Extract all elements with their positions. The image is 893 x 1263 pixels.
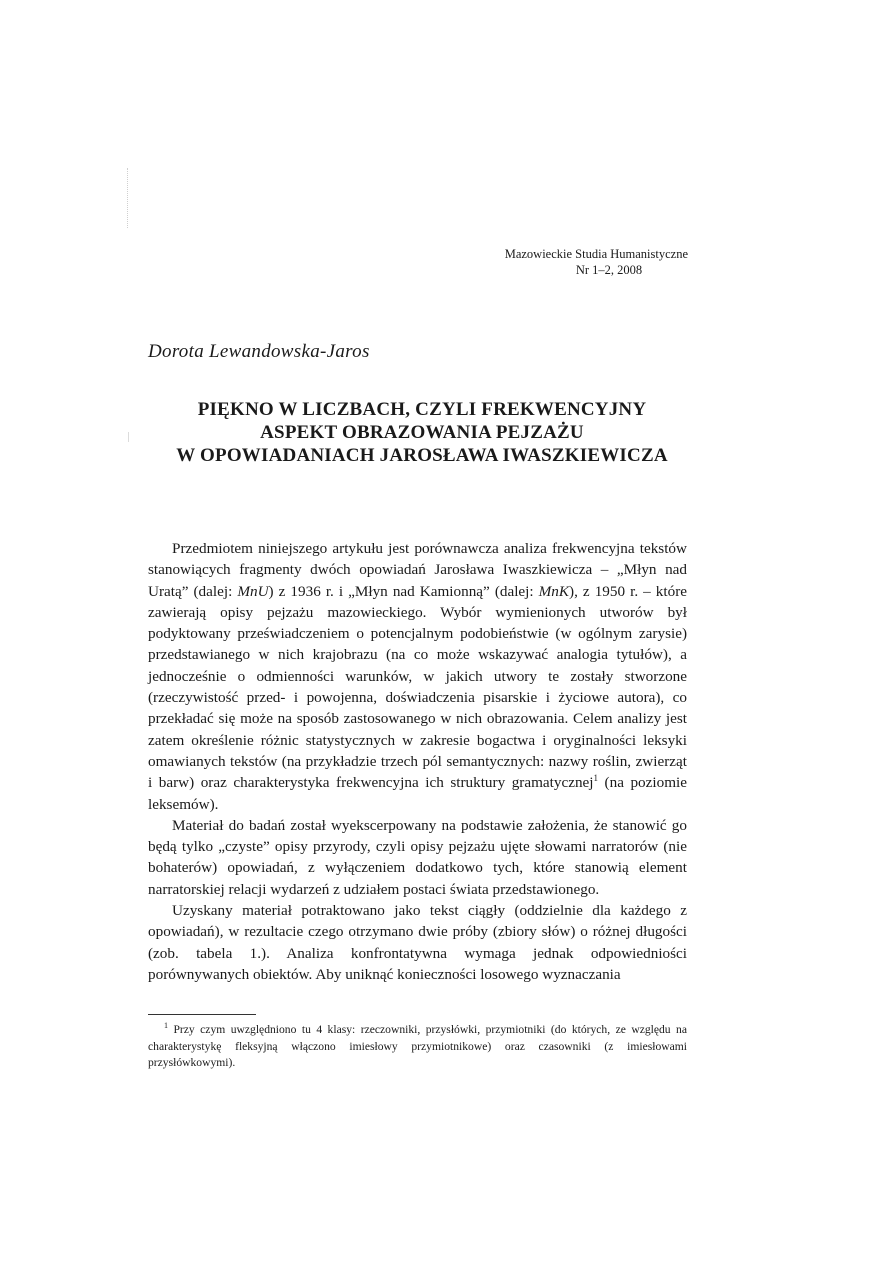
title-line-3: W OPOWIADANIACH JAROSŁAWA IWASZKIEWICZA xyxy=(176,445,668,466)
footnote-text: Przy czym uwzględniono tu 4 klasy: rzeczowniki, przysłówki, przymiotniki (do których, ze względu na charakterystykę fleksyjną włączono imiesłowy przymiotnikowe) oraz czasowniki (z imiesłowami przysłówkowymi). xyxy=(148,1023,687,1069)
article-body xyxy=(148,538,687,985)
footnote-separator xyxy=(148,1014,256,1015)
journal-name: Mazowieckie Studia Humanistyczne xyxy=(504,247,688,261)
author-name: Dorota Lewandowska-Jaros xyxy=(148,341,370,362)
title-line-1: PIĘKNO W LICZBACH, CZYLI FREKWENCYJNY xyxy=(197,399,647,420)
paragraph-2: Materiał do badań został wyekscerpowany na podstawie założenia, że stanowić go będą tylko „czyste” opisy przyrody, czyli opisy pejzażu ujęte słowami narratorów (nie bohaterów) opowiadań, z wyłączeniem dodatkowo tych, które stanowią element narratorskiej relacji wydarzeń z udziałem postaci świata przedstawionego. xyxy=(148,816,687,898)
scan-margin-mark xyxy=(128,432,129,442)
footnote-mark: 1 xyxy=(164,1021,168,1031)
scan-margin-mark xyxy=(127,168,130,228)
article-title xyxy=(148,398,696,467)
text-run: ), z 1950 r. – które zawierają opisy pejzażu mazowieckiego. Wybór wymienionych utworów był podyktowany przeświadczeniem o potencjalnym podobieństwie (w ogólnym zarysie) przedstawianego w nich krajobrazu (na co może wskazywać analogia tytułów), a jednocześnie o odmienności warunków, w jakich utwory te zostały stworzone (rzeczywistość przed- i powojenna, doświadczenia pisarskie i życiowe autora), co przekładać się może na sposób zastosowanego w nich obrazowania. Celem analizy jest zatem określenie różnic statystycznych w zakresie bogactwa i oryginalności leksyki omawianych tekstów (na przykładzie trzech pól semantycznych: nazwy roślin, zwierząt i barw) oraz charakterystyka frekwencyjna ich struktury gramatycznej xyxy=(148,582,687,792)
journal-issue: Nr 1–2, 2008 xyxy=(575,263,643,277)
footnote xyxy=(148,1022,687,1072)
text-run: ) z 1936 r. i „Młyn nad Kamionną” (dalej: xyxy=(268,582,539,600)
text-run: (na poziomie leksemów). xyxy=(148,774,687,813)
paragraph-3: Uzyskany materiał potraktowano jako tekst ciągły (oddzielnie dla każdego z opowiadań), w rezultacie czego otrzymano dwie próby (zbiory słów) o różnej długości (zob. tabela 1.). Analiza konfrontatywna wymaga jednak odpowiedniości porównywanych obiektów. Aby uniknąć konieczności losowego wyznaczania xyxy=(148,902,687,983)
abbreviation: MnK xyxy=(538,582,570,600)
title-line-2: ASPEKT OBRAZOWANIA PEJZAŻU xyxy=(260,422,584,443)
abbreviation: MnU xyxy=(237,582,269,600)
footnote-text-wrapper xyxy=(148,1022,687,1072)
journal-header xyxy=(470,246,688,278)
paragraph-1 xyxy=(148,538,687,815)
footnote-reference[interactable]: 1 xyxy=(593,773,598,784)
text-run: Przedmiotem niniejszego artykułu jest porównawcza analiza frekwencyjna tekstów stanowiących fragmenty dwóch opowiadań Jarosława Iwaszkiewicza – „Młyn nad Uratą” (dalej: xyxy=(148,540,687,600)
